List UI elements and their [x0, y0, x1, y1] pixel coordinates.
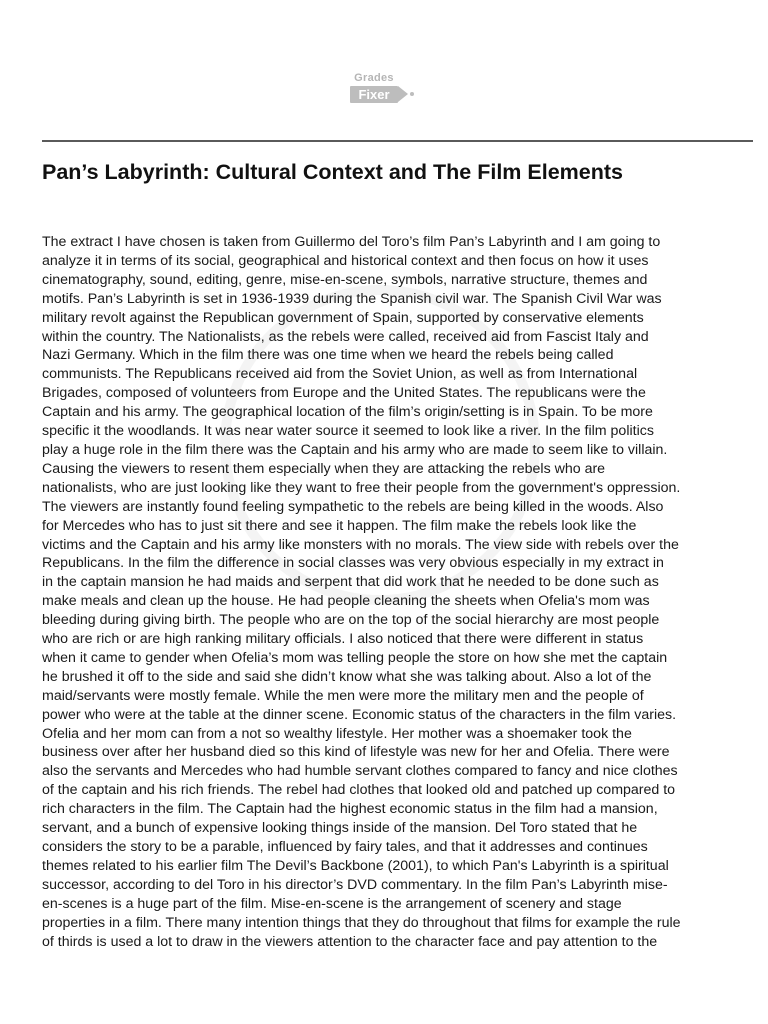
body-line: servant, and a bunch of expensive looking things inside of the mansion. Del Toro stated that he	[42, 820, 638, 837]
body-line: he brushed it off to the side and said she didn’t know what she was talking about. Also a lot of the	[42, 668, 652, 685]
body-line: of the captain and his rich friends. The rebel had clothes that looked old and patched up compared to	[42, 782, 676, 799]
body-line: Republicans. In the film the difference in social classes was very obvious especially in my extract in	[42, 555, 664, 572]
body-line: power who were at the table at the dinner scene. Economic status of the characters in the film varies.	[42, 706, 677, 723]
body-line: Ofelia and her mom can from a not so wealthy lifestyle. Her mother was a shoemaker took the	[42, 725, 632, 742]
body-line: business over after her husband died so this kind of lifestyle was new for her and Ofelia. There were	[42, 744, 670, 761]
body-line: The extract I have chosen is taken from Guillermo del Toro’s film Pan’s Labyrinth and I am going to	[42, 234, 661, 250]
body-line: properties in a film. There many intention things that they do throughout that films for example the rule	[42, 914, 681, 931]
logo-badge: Fixer	[350, 86, 398, 103]
body-line: in the captain mansion he had maids and serpent that did work that he needed to be done such as	[42, 574, 659, 591]
body-line: within the country. The Nationalists, as the rebels were called, received aid from Fascist Italy and	[42, 328, 649, 345]
document-title: Pan’s Labyrinth: Cultural Context and The Film Elements	[42, 160, 623, 184]
body-line: for Mercedes who has to just sit there and see it happen. The film make the rebels look like the	[42, 517, 637, 534]
body-line: Nazi Germany. Which in the film there was one time when we heard the rebels being called	[42, 347, 614, 364]
body-line: considers the story to be a parable, influenced by fairy tales, and that it addresses and continues	[42, 839, 648, 855]
body-line: rich characters in the film. The Captain had the highest economic status in the film had a mansion,	[42, 801, 658, 818]
body-line: bleeding during giving birth. The people who are on the top of the social hierarchy are most people	[42, 612, 660, 629]
header-divider	[42, 140, 753, 142]
logo-top-text: Grades	[354, 72, 394, 84]
body-line: of thirds is used a lot to draw in the viewers attention to the character face and pay attention to the	[42, 933, 658, 950]
body-line: motifs. Pan’s Labyrinth is set in 1936-1939 during the Spanish civil war. The Spanish Civil War was	[42, 290, 662, 307]
body-line: Causing the viewers to resent them especially when they are attacking the rebels who are	[42, 460, 606, 477]
body-line: victims and the Captain and his army like monsters with no morals. The view side with rebels over the	[42, 536, 679, 553]
body-line: nationalists, who are just looking like they want to free their people from the government's oppression.	[42, 479, 681, 496]
body-line: Captain and his army. The geographical location of the film’s origin/setting is in Spain. To be more	[42, 404, 653, 421]
body-line: en-scenes is a huge part of the film. Mise-en-scene is the arrangement of scenery and stage	[42, 895, 622, 912]
body-line: specific it the woodlands. It was near water source it seemed to look like a river. In the film politics	[42, 423, 654, 440]
body-line: themes related to his earlier film The Devil’s Backbone (2001), to which Pan's Labyrinth is a spiritual	[42, 857, 669, 874]
body-line: make meals and clean up the house. He had people cleaning the sheets when Ofelia's mom was	[42, 593, 650, 610]
body-line: Brigades, composed of volunteers from Europe and the United States. The republicans were the	[42, 385, 646, 402]
logo-arrow-icon	[398, 86, 408, 102]
body-line: successor, according to del Toro in his director’s DVD commentary. In the film Pan’s Labyrinth mise-	[42, 876, 668, 893]
body-line: when it came to gender when Ofelia’s mom was telling people the store on how she met the captain	[42, 649, 668, 666]
body-line: military revolt against the Republican government of Spain, supported by conservative elements	[42, 309, 644, 326]
body-line: The viewers are instantly found feeling sympathetic to the rebels are being killed in the woods. Also	[42, 498, 664, 515]
gradesfixer-logo[interactable]	[350, 72, 420, 106]
document-body	[42, 233, 732, 951]
body-line: play a huge role in the film there was the Captain and his army who are made to seem like to villain.	[42, 441, 668, 458]
body-line: who are rich or are high ranking military officials. I also noticed that there were different in status	[42, 631, 644, 648]
body-line: also the servants and Mercedes who had humble servant clothes compared to fancy and nice clothes	[42, 763, 678, 780]
body-line: cinematography, sound, editing, genre, mise-en-scene, symbols, narrative structure, themes and	[42, 271, 648, 288]
body-line: communists. The Republicans received aid from the Soviet Union, as well as from International	[42, 366, 638, 383]
body-line: analyze it in terms of its social, geographical and historical context and then focus on how it uses	[42, 252, 649, 269]
logo-dot-icon	[410, 92, 414, 96]
body-line: maid/servants were mostly female. While the men were more the military men and the people of	[42, 687, 644, 704]
